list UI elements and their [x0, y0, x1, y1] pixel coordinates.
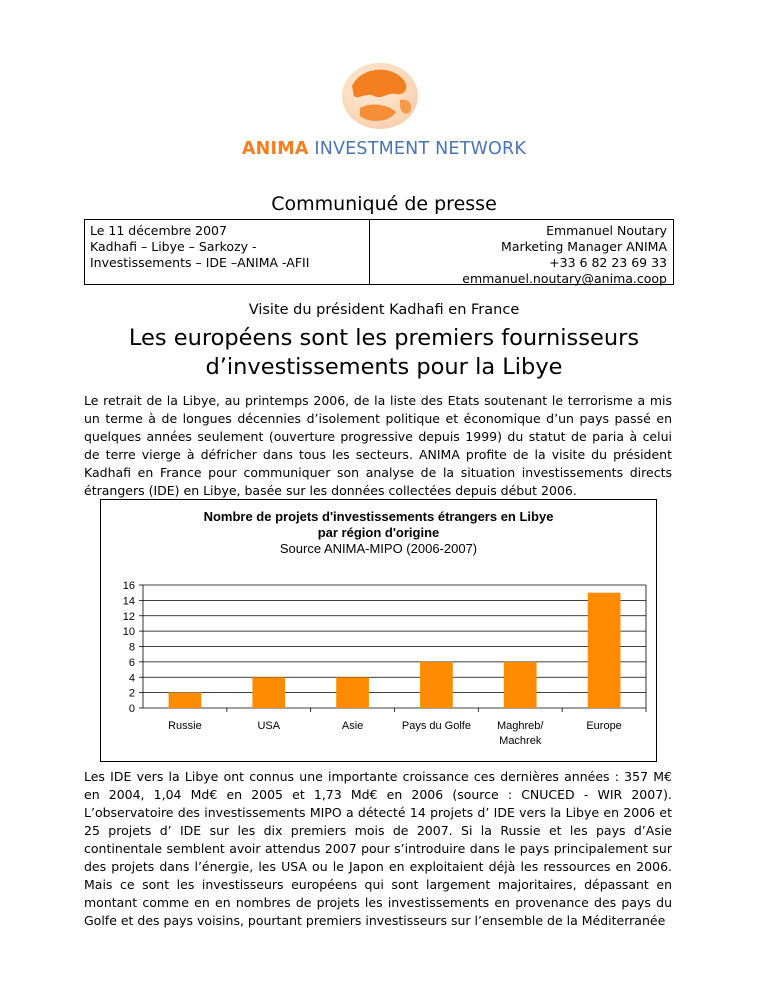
y-tick-label: 4 — [128, 672, 135, 685]
chart-title-line-2: par région d'origine — [317, 525, 440, 540]
bar-asie — [336, 677, 369, 708]
y-tick-label: 6 — [128, 656, 135, 669]
body-paragraph: Les IDE vers la Libye ont connus une importante croissance ces dernières années : 357 M€ en 2004, 1,04 Md€ en 2005 et 1,73 Md€ en 2006 (source : CNUCED - WIR 2007). L’observatoire des investissements MIPO a détecté 14 projets d’ IDE vers la Libye en 2006 et 25 projets d’ IDE sur les dix premiers mois de 2007. Si la Russie et les pays d’Asie continentale semblent avoir attendus 2007 pour s’introduire dans le pays principalement sur des projets dans l’énergie, les USA ou le Japon en exploitaient déjà les ressources en 2006. Mais ce sont les investisseurs européens qui sont largement majoritaires, dépassant en montant comme en en nombres de projets les investissements en provenance des pays du Golfe et des pays voisins, pourtant premiers investisseurs sur l’ensemble de la Méditerranée — [84, 769, 672, 928]
y-tick-label: 2 — [128, 687, 135, 700]
document-title: Communiqué de presse — [271, 193, 497, 215]
contact-role: Marketing Manager ANIMA — [501, 239, 667, 254]
bar-russie — [169, 693, 202, 708]
x-tick-label: Pays du Golfe — [401, 720, 471, 732]
subtitle: Visite du président Kadhafi en France — [248, 302, 520, 318]
bar-maghreb-machrek — [504, 662, 537, 708]
info-table — [84, 219, 674, 285]
release-date: Le 11 décembre 2007 — [90, 223, 227, 238]
x-tick-label: Maghreb/ — [497, 720, 544, 732]
info-left-cell — [85, 220, 370, 284]
x-tick-label: Europe — [586, 720, 622, 732]
y-tick-label: 16 — [122, 580, 135, 592]
y-tick-label: 12 — [122, 610, 135, 623]
anima-globe-logo — [330, 56, 430, 136]
y-tick-label: 8 — [128, 641, 135, 654]
y-tick-label: 0 — [128, 703, 135, 715]
x-tick-label: USA — [257, 720, 281, 732]
headline-line-1: Les européens sont les premiers fournisseurs — [128, 325, 640, 351]
contact-email[interactable]: emmanuel.noutary@anima.coop — [462, 271, 667, 286]
headline-line-2: d’investissements pour la Libye — [205, 354, 563, 380]
x-tick-label: Asie — [341, 720, 364, 732]
chart-subtitle: Source ANIMA-MIPO (2006-2007) — [279, 541, 478, 556]
y-tick-label: 10 — [122, 626, 135, 639]
contact-phone: +33 6 82 23 69 33 — [549, 255, 667, 270]
keywords-line-1: Kadhafi – Libye – Sarkozy - — [90, 239, 257, 254]
info-right-cell — [370, 220, 673, 284]
bar-pays-du-golfe — [420, 662, 453, 708]
bar-europe — [588, 593, 621, 708]
contact-name: Emmanuel Noutary — [546, 223, 667, 238]
keywords-line-2: Investissements – IDE –ANIMA -AFII — [90, 255, 310, 270]
bar-usa — [252, 677, 285, 708]
chart-title-line-1: Nombre de projets d'investissements étrangers en Libye — [203, 509, 554, 524]
chart-container — [100, 499, 657, 762]
logo-wordmark: ANIMA INVESTMENT NETWORK — [241, 139, 527, 159]
bar-chart — [101, 500, 656, 761]
intro-paragraph: Le retrait de la Libye, au printemps 2006, de la liste des Etats soutenant le terrorisme a mis un terme à de longues décennies d’isolement politique et économique d’un pays passé en quelques années seulement (ouverture progressive depuis 1999) du statut de paria à celui de terre vierge à défricher dans tous les secteurs. ANIMA profite de la visite du président Kadhafi en France pour communiquer son analyse de la situation investissements directs étrangers (IDE) en Libye, basée sur les données collectées depuis début 2006. — [84, 393, 672, 498]
x-tick-label: Russie — [168, 720, 202, 732]
x-tick-label: Machrek — [499, 735, 542, 747]
y-tick-label: 14 — [122, 595, 135, 608]
headline — [0, 324, 768, 382]
